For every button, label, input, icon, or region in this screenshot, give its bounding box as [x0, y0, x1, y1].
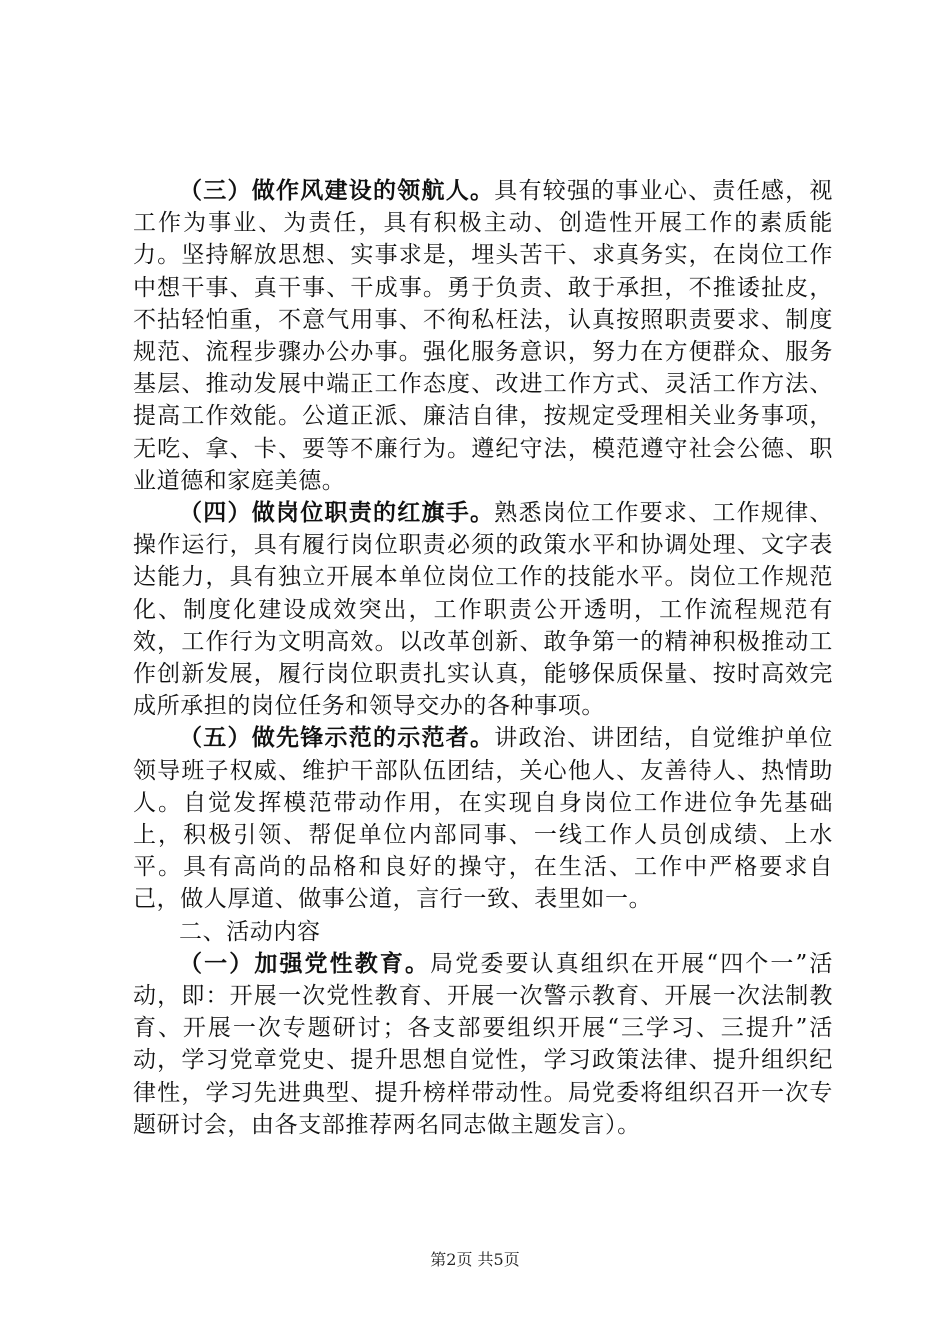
paragraph-text: 熟悉岗位工作要求、工作规律、操作运行，具有履行岗位职责必须的政策水平和协调处理、文字表达能力，具有独立开展本单位岗位工作的技能水平。岗位工作规范化、制度化建设成效突出，工作职责公开透明，工作流程规范有效，工作行为文明高效。以改革创新、敢争第一的精神积极推动工作创新发展，履行岗位职责扎实认真，能够保质保量、按时高效完成所承担的岗位任务和领导交办的各种事项。: [133, 500, 833, 720]
paragraph-lead: （一）加强党性教育。: [179, 950, 431, 977]
section-heading: 二、活动内容: [179, 918, 321, 945]
page-footer: 第2页 共5页: [430, 1250, 520, 1269]
document-body: [133, 175, 833, 1141]
paragraph-xianfeng: [133, 722, 833, 915]
paragraph-dangxing: [133, 948, 833, 1141]
paragraph-lead: （四）做岗位职责的红旗手。: [179, 500, 495, 527]
paragraph-text: 讲政治、讲团结，自觉维护单位领导班子权威、维护干部队伍团结，关心他人、友善待人、热情助人。自觉发挥模范带动作用，在实现自身岗位工作进位争先基础上，积极引领、帮促单位内部同事、一线工作人员创成绩、上水平。具有高尚的品格和良好的操守，在生活、工作中严格要求自己，做人厚道、做事公道，言行一致、表里如一。: [133, 725, 833, 913]
paragraph-zuofeng: [133, 175, 833, 497]
paragraph-lead: （五）做先锋示范的示范者。: [179, 725, 495, 752]
paragraph-text: 具有较强的事业心、责任感，视工作为事业、为责任，具有积极主动、创造性开展工作的素质能力。坚持解放思想、实事求是，埋头苦干、求真务实，在岗位工作中想干事、真干事、干成事。勇于负责、敢于承担，不推诿扯皮，不拈轻怕重，不意气用事、不徇私枉法，认真按照职责要求、制度规范、流程步骤办公办事。强化服务意识，努力在方便群众、服务基层、推动发展中端正工作态度、改进工作方式、灵活工作方法、提高工作效能。公道正派、廉洁自律，按规定受理相关业务事项，无吃、拿、卡、要等不廉行为。遵纪守法，模范遵守社会公德、职业道德和家庭美德。: [133, 178, 833, 494]
paragraph-lead: （三）做作风建设的领航人。: [179, 178, 495, 204]
paragraph-gangwei: [133, 497, 833, 722]
paragraph-text: 局党委要认真组织在开展“四个一”活动，即：开展一次党性教育、开展一次警示教育、开展一次法制教育、开展一次专题研讨；各支部要组织开展“三学习、三提升”活动，学习党章党史、提升思想自觉性，学习政策法律、提升组织纪律性，学习先进典型、提升榜样带动性。局党委将组织召开一次专题研讨会，由各支部推荐两名同志做主题发言）。: [133, 950, 833, 1138]
